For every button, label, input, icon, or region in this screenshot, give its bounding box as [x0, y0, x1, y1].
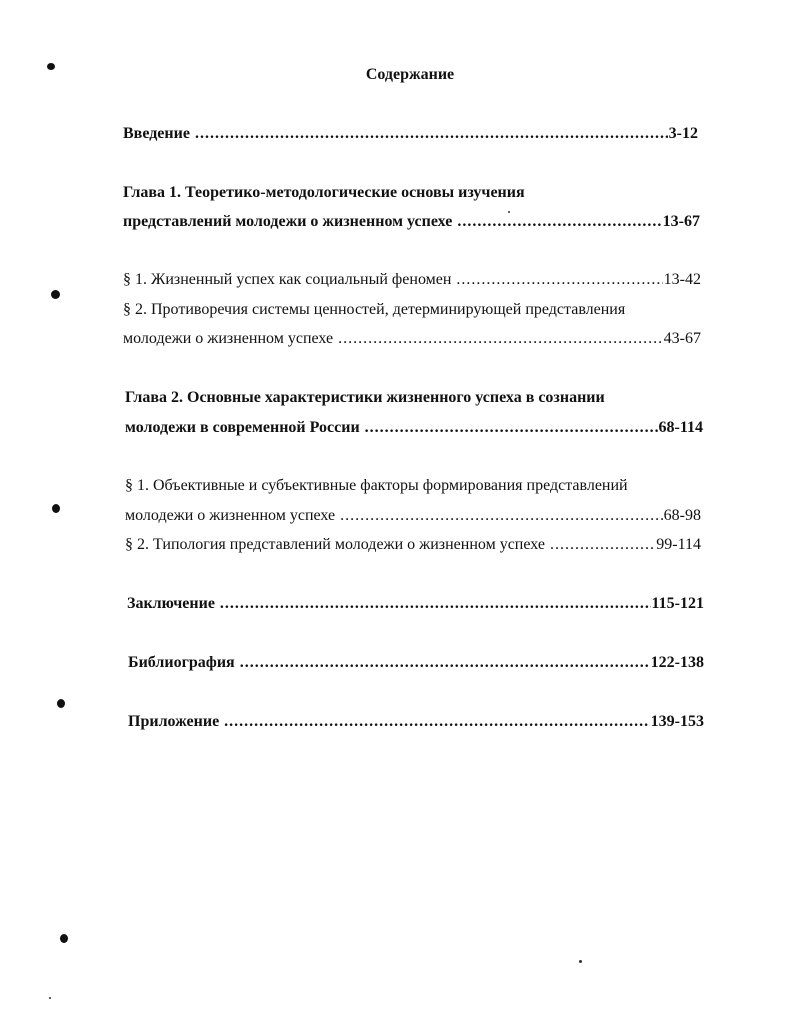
- toc-entry-label: Приложение: [128, 713, 220, 730]
- toc-entry-pages: 13-42: [663, 271, 701, 288]
- toc-entry-label: Заключение: [127, 595, 215, 612]
- toc-entry-chapter-1: [123, 212, 700, 232]
- toc-entry-label: молодежи о жизненном успехе: [125, 507, 336, 524]
- toc-entry-label: представлений молодежи о жизненном успехе: [123, 213, 453, 230]
- toc-entry-label: молодежи в современной России: [125, 419, 360, 436]
- toc-leader-dots: [333, 329, 663, 349]
- scan-speck: [508, 211, 510, 213]
- toc-entry-chapter-2-section-2: [125, 535, 701, 555]
- page-title: Содержание: [365, 66, 455, 83]
- toc-entry-label: § 2. Типология представлений молодежи о жизненном успехе: [125, 536, 545, 553]
- toc-entry-pages: 3-12: [668, 125, 698, 142]
- toc-entry-pages: 139-153: [650, 713, 704, 730]
- toc-chapter-1-title-line1: Глава 1. Теоретико-методологические основы изучения: [123, 184, 525, 201]
- toc-entry-pages: 115-121: [651, 595, 704, 612]
- toc-entry-intro: [123, 124, 698, 144]
- toc-entry-pages: 122-138: [650, 654, 704, 671]
- toc-leader-dots: [545, 535, 655, 555]
- scan-hole-mark: [52, 504, 60, 513]
- toc-entry-chapter-1-section-2: [123, 329, 701, 349]
- toc-entry-conclusion: [127, 594, 704, 614]
- scan-speck: [49, 997, 51, 999]
- toc-entry-pages: 68-114: [658, 419, 703, 436]
- scan-hole-mark: [51, 290, 60, 299]
- scan-hole-mark: [57, 699, 65, 708]
- scan-hole-mark: [60, 934, 68, 943]
- toc-entry-label: Библиография: [128, 654, 235, 671]
- toc-leader-dots: [190, 124, 668, 144]
- toc-leader-dots: [335, 506, 663, 526]
- toc-leader-dots: [219, 712, 650, 732]
- toc-chapter-1-section-2-line1: § 2. Противоречия системы ценностей, детерминирующей представления: [123, 301, 626, 318]
- toc-entry-pages: 68-98: [663, 507, 701, 524]
- toc-entry-chapter-2: [125, 418, 703, 438]
- toc-entry-pages: 99-114: [656, 536, 701, 553]
- toc-entry-chapter-1-section-1: [123, 270, 701, 290]
- toc-leader-dots: [360, 418, 658, 438]
- toc-leader-dots: [452, 212, 661, 232]
- toc-leader-dots: [235, 653, 650, 673]
- toc-entry-label: § 1. Жизненный успех как социальный феномен: [123, 271, 452, 288]
- scan-hole-mark: [47, 63, 55, 70]
- toc-entry-chapter-2-section-1: [125, 506, 701, 526]
- toc-chapter-2-section-1-line1: § 1. Объективные и субъективные факторы формирования представлений: [125, 477, 628, 494]
- toc-entry-pages: 43-67: [663, 330, 701, 347]
- toc-entry-bibliography: [128, 653, 704, 673]
- toc-entry-label: Введение: [123, 125, 190, 142]
- toc-leader-dots: [215, 594, 651, 614]
- toc-entry-appendix: [128, 712, 704, 732]
- toc-chapter-2-title-line1: Глава 2. Основные характеристики жизненного успеха в сознании: [125, 389, 605, 406]
- toc-entry-pages: 13-67: [662, 213, 700, 230]
- toc-entry-label: молодежи о жизненном успехе: [123, 330, 334, 347]
- toc-leader-dots: [451, 270, 662, 290]
- scan-speck: [579, 960, 582, 963]
